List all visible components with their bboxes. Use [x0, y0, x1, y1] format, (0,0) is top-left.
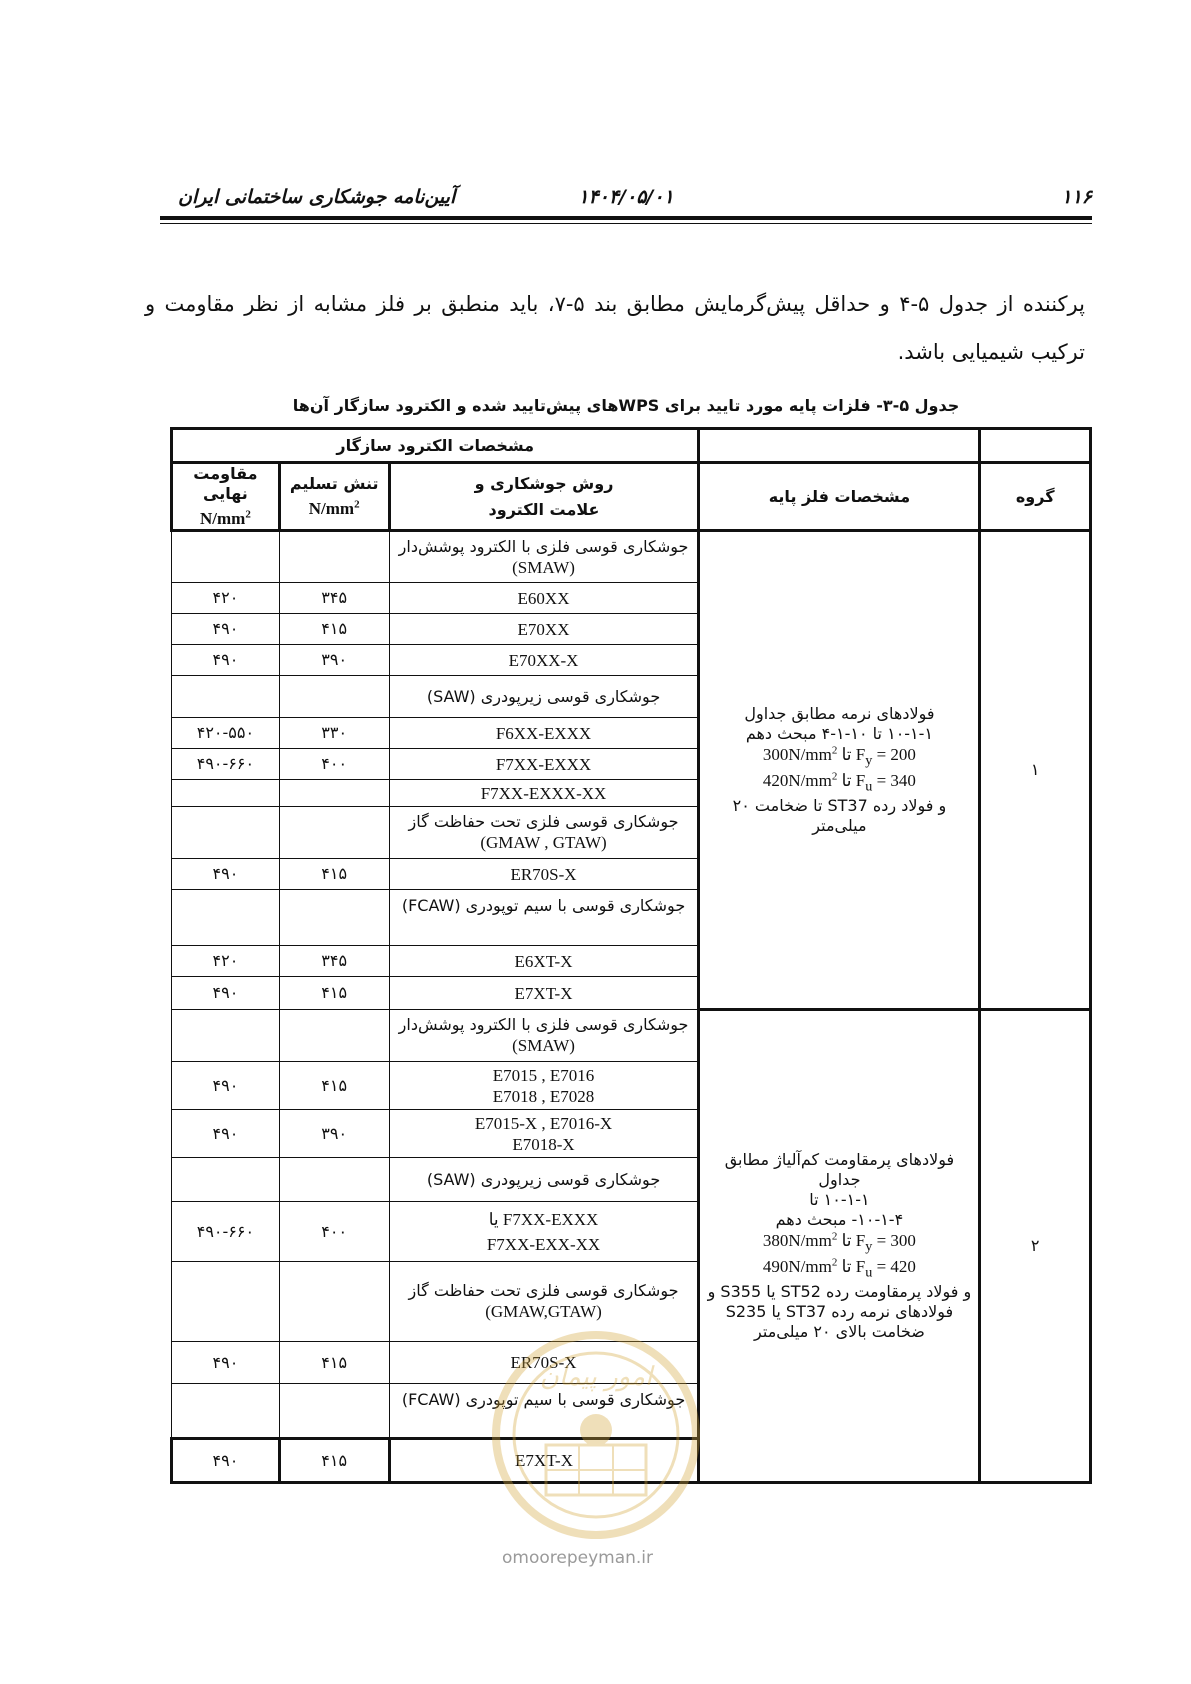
yield-cell: ۳۳۰	[279, 718, 389, 749]
process-cell: جوشکاری قوسی فلزی با الکترود پوشش‌دار (SMAW)	[389, 531, 699, 583]
yield-cell: ۳۹۰	[279, 1110, 389, 1158]
base-metal-header: مشخصات فلز پایه	[699, 463, 980, 531]
process-cell: جوشکاری قوسی فلزی با الکترود پوشش‌دار (SMAW)	[389, 1010, 699, 1062]
process-cell: جوشکاری قوسی با سیم توپودری (FCAW)	[389, 1384, 699, 1439]
process-cell: E70XX-X	[389, 645, 699, 676]
yield-cell: ۴۱۵	[279, 1439, 389, 1483]
process-cell: E60XX	[389, 583, 699, 614]
tensile-header: مقاومت نهایی $N/mm^2$	[172, 463, 280, 531]
table-row	[172, 531, 1091, 583]
process-cell: E7XT-X	[389, 1439, 699, 1483]
header-rule-thin	[160, 223, 1092, 224]
tensile-cell: ۴۹۰-۶۶۰	[172, 749, 280, 780]
tensile-cell: ۴۹۰	[172, 1110, 280, 1158]
yield-cell	[279, 1010, 389, 1062]
header-row-2	[172, 463, 1091, 531]
tensile-cell	[172, 807, 280, 859]
page-number: ۱۱۶	[1061, 186, 1092, 208]
yield-cell: ۳۴۵	[279, 583, 389, 614]
yield-cell: ۴۱۵	[279, 1062, 389, 1110]
tensile-cell: ۴۹۰	[172, 859, 280, 890]
yield-cell: ۴۱۵	[279, 859, 389, 890]
tensile-cell: ۴۲۰-۵۵۰	[172, 718, 280, 749]
yield-cell: ۴۱۵	[279, 977, 389, 1010]
body-paragraph: پرکننده از جدول ۵-۴ و حداقل پیش‌گرمایش مطابق بند ۵-۷، باید منطبق بر فلز مشابه از نظر مقاومت و ترکیب شیمیایی باشد.	[145, 292, 1085, 364]
yield-header: تنش تسلیم $N/mm^2$	[279, 463, 389, 531]
base-metal-desc: فولادهای نرمه مطابق جداول ۱۰-۱-۱ تا ۱۰-۱-۴ مبحث دهم $F_y = 200$ تا $300N/mm^2$ $F_u = 340$ تا $420N/mm^2$ و فولاد رده ST37 تا ضخامت ۲۰ میلی‌متر	[699, 531, 980, 1010]
tensile-cell: ۴۹۰	[172, 1439, 280, 1483]
yield-cell	[279, 1384, 389, 1439]
watermark-logo	[486, 1325, 706, 1545]
tensile-cell: ۴۹۰	[172, 1342, 280, 1384]
yield-cell	[279, 676, 389, 718]
yield-cell	[279, 890, 389, 946]
process-cell: E7015 , E7016 E7018 , E7028	[389, 1062, 699, 1110]
yield-cell	[279, 807, 389, 859]
tensile-cell	[172, 890, 280, 946]
yield-cell: ۳۴۵	[279, 946, 389, 977]
header-row-1	[172, 429, 1091, 463]
yield-cell: ۴۰۰	[279, 1202, 389, 1262]
process-cell: جوشکاری قوسی فلزی تحت حفاظت گاز (GMAW , GTAW)	[389, 807, 699, 859]
yield-cell	[279, 780, 389, 807]
tensile-cell	[172, 1384, 280, 1439]
group-id: ۱	[980, 531, 1091, 1010]
process-cell: E7XT-X	[389, 977, 699, 1010]
tensile-cell	[172, 676, 280, 718]
tensile-cell: ۴۹۰	[172, 645, 280, 676]
tensile-cell	[172, 1262, 280, 1342]
process-cell: E6XT-X	[389, 946, 699, 977]
process-cell: ER70S-X	[389, 859, 699, 890]
process-cell: جوشکاری قوسی زیرپودری (SAW)	[389, 676, 699, 718]
yield-cell: ۴۱۵	[279, 1342, 389, 1384]
tensile-cell: ۴۲۰	[172, 583, 280, 614]
header-rule-thick	[160, 216, 1092, 220]
yield-cell	[279, 531, 389, 583]
group-header: گروه	[980, 463, 1091, 531]
process-cell: E7015-X , E7016-X E7018-X	[389, 1110, 699, 1158]
yield-cell: ۴۱۵	[279, 614, 389, 645]
watermark-logo-text: امور پیمان	[539, 1362, 653, 1392]
process-cell: F7XX-EXXX یا F7XX-EXX-XX	[389, 1202, 699, 1262]
process-cell: F6XX-EXXX	[389, 718, 699, 749]
gear-icon	[580, 1414, 612, 1446]
process-cell: F7XX-EXXX	[389, 749, 699, 780]
watermark-site: omoorepeyman.ir	[502, 1548, 654, 1568]
yield-cell: ۴۰۰	[279, 749, 389, 780]
process-cell: ER70S-X	[389, 1342, 699, 1384]
process-cell: جوشکاری قوسی فلزی تحت حفاظت گاز (GMAW,GTAW)	[389, 1262, 699, 1342]
header-date: ۱۴۰۴/۰۵/۰۱	[578, 186, 674, 208]
group-id: ۲	[980, 1010, 1091, 1483]
table-caption: جدول ۵-۳- فلزات پایه مورد تایید برای WPSهای پیش‌تایید شده و الکترود سازگار آن‌ها	[292, 396, 960, 415]
tensile-cell	[172, 780, 280, 807]
header-title: آیین‌نامه جوشکاری ساختمانی ایران	[178, 186, 456, 208]
tensile-cell: ۴۹۰	[172, 977, 280, 1010]
page-header	[160, 186, 1092, 214]
tensile-cell	[172, 1010, 280, 1062]
tensile-cell: ۴۹۰	[172, 1062, 280, 1110]
tensile-cell	[172, 1158, 280, 1202]
yield-cell	[279, 1158, 389, 1202]
process-header: روش جوشکاری و علامت الکترود	[389, 463, 699, 531]
yield-cell: ۳۹۰	[279, 645, 389, 676]
process-cell: جوشکاری قوسی با سیم توپودری (FCAW)	[389, 890, 699, 946]
tensile-cell: ۴۹۰-۶۶۰	[172, 1202, 280, 1262]
tensile-cell	[172, 531, 280, 583]
table-row	[172, 1010, 1091, 1062]
base-metal-desc: فولادهای پرمقاومت کم‌آلیاژ مطابق جداول ۱۰-۱-۱ تا ۱۰-۱-۴- مبحث دهم $F_y = 300$ تا $380N/mm^2$ $F_u = 420$ تا $490N/mm^2$ و فولاد پرمقاومت رده ST52 یا S355 و فولادهای نرمه رده ST37 یا S235 ضخامت بالای ۲۰ میلی‌متر	[699, 1010, 980, 1483]
process-cell: E70XX	[389, 614, 699, 645]
electrode-spec-header: مشخصات الکترود سازگار	[172, 429, 699, 463]
tensile-cell: ۴۹۰	[172, 614, 280, 645]
process-cell: F7XX-EXXX-XX	[389, 780, 699, 807]
tensile-cell: ۴۲۰	[172, 946, 280, 977]
process-cell: جوشکاری قوسی زیرپودری (SAW)	[389, 1158, 699, 1202]
yield-cell	[279, 1262, 389, 1342]
